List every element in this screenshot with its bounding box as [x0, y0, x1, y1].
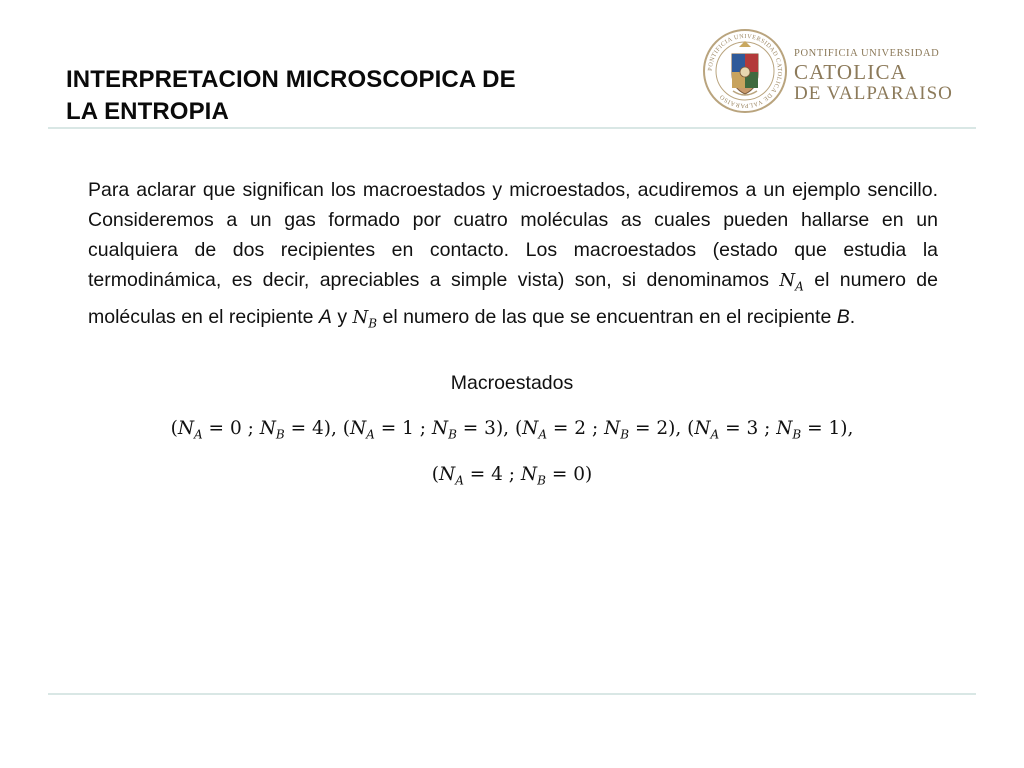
macrostate-1: ($N_A = 1$ ; $N_B = 3$) — [342, 418, 504, 442]
macrostates-heading: Macroestados — [450, 372, 574, 394]
footer-divider — [48, 693, 976, 695]
symbol-na: $N_A$ — [779, 270, 804, 294]
symbol-nb: $N_B$ — [352, 306, 378, 331]
variable-b: B — [836, 305, 850, 328]
paragraph-text-5: . — [849, 305, 856, 328]
macrostate-2: ($N_A = 2$ ; $N_B = 2$) — [514, 418, 676, 442]
macrostates-equation-line-2 — [48, 461, 976, 495]
paragraph-text-1: Para aclarar que significan los macroestados y microestados, acudiremos a un ejemplo sencillo. Consideremos a un gas formado por cuatro moléculas as cuales pueden hallarse en un cualquiera de dos recipientes en contacto. Los macroestados (estado que estudia la termodinámica, es decir, apreciables a simple vista) son, si denominamos — [88, 179, 938, 291]
macrostates-equation-line-1: ($N_A = 0$ ; $N_B = 4$), ($N_A = 1$ ; $N_B = 3$), ($N_A = 2$ ; $N_B = 2$), ($N_A = 3$ ; $N_B = 1$), — [170, 418, 854, 442]
macrostate-4: ($N_A = 4$ ; $N_B = 0$) — [431, 464, 593, 488]
seal-ring-text: PONTIFICIA UNIVERSIDAD CATOLICA DE VALPARAISO — [706, 32, 784, 110]
university-logo — [702, 28, 992, 118]
macrostate-3: ($N_A = 3$ ; $N_B = 1$) — [687, 418, 848, 442]
paragraph-text-3: y — [331, 305, 353, 328]
slide-title-line-1: INTERPRETACION MICROSCOPICA DE — [66, 66, 516, 93]
macrostate-0: ($N_A = 0$ ; $N_B = 4$) — [170, 418, 331, 442]
header-divider — [48, 127, 976, 129]
logo-line-1: PONTIFICIA UNIVERSIDAD — [794, 48, 940, 59]
paragraph-text-4: el numero de las que se encuentran en el recipiente — [377, 305, 837, 328]
slide-title-line-2: LA ENTROPIA — [66, 98, 229, 125]
slide-title — [66, 64, 516, 128]
paragraph-text-2: el numero de moléculas en el recipiente — [88, 269, 938, 328]
logo-line-3: DE VALPARAISO — [794, 83, 953, 104]
university-name — [794, 48, 953, 105]
logo-line-2: CATOLICA — [794, 60, 908, 84]
body-paragraph — [88, 175, 938, 338]
university-seal-icon — [702, 28, 788, 114]
variable-a: A — [318, 305, 332, 328]
